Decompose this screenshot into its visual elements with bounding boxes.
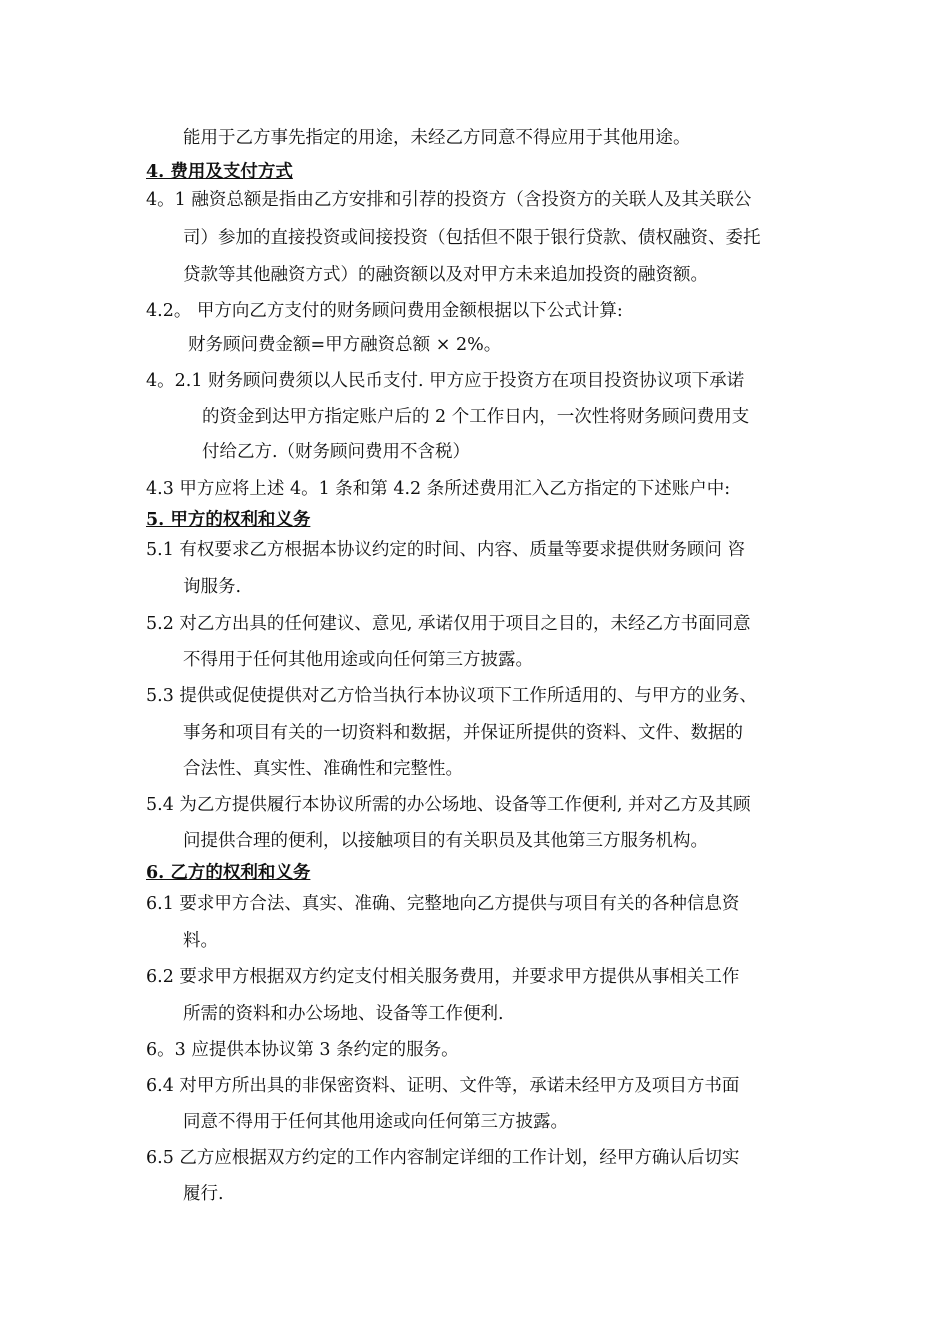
clause-6-1: 6.1 要求甲方合法、真实、准确、完整地向乙方提供与项目有关的各种信息资 (146, 894, 740, 914)
clause-5-1: 5.1 有权要求乙方根据本协议约定的时间、内容、质量等要求提供财务顾问 咨 (146, 540, 745, 560)
clause-6-1-cont: 料。 (183, 931, 218, 951)
clause-6-3: 6。3 应提供本协议第 3 条约定的服务。 (146, 1040, 459, 1060)
clause-5-3: 5.3 提供或促使提供对乙方恰当执行本协议项下工作所适用的、与甲方的业务、 (146, 686, 757, 706)
clause-5-2-cont: 不得用于任何其他用途或向任何第三方披露。 (183, 650, 533, 670)
clause-5-3-cont: 合法性、真实性、准确性和完整性。 (183, 759, 463, 779)
clause-5-4-cont: 问提供合理的便利，以接触项目的有关职员及其他第三方服务机构。 (183, 831, 708, 851)
clause-4-2: 4.2。 甲方向乙方支付的财务顾问费用金额根据以下公式计算: (146, 301, 623, 321)
clause-6-5: 6.5 乙方应根据双方约定的工作内容制定详细的工作计划，经甲方确认后切实 (146, 1148, 740, 1168)
clause-4-1: 4。1 融资总额是指由乙方安排和引荐的投资方（含投资方的关联人及其关联公 (146, 190, 752, 210)
clause-6-2: 6.2 要求甲方根据双方约定支付相关服务费用，并要求甲方提供从事相关工作 (146, 967, 740, 987)
clause-6-4-cont: 同意不得用于任何其他用途或向任何第三方披露。 (183, 1112, 568, 1132)
body-line: 能用于乙方事先指定的用途，未经乙方同意不得应用于其他用途。 (183, 128, 691, 148)
clause-5-1-cont: 询服务. (183, 577, 242, 597)
clause-6-2-cont: 所需的资料和办公场地、设备等工作便利. (183, 1004, 504, 1024)
clause-4-2-1-cont: 付给乙方.（财务顾问费用不含税） (202, 442, 471, 462)
fee-formula: 财务顾问费金额=甲方融资总额 × 2%。 (188, 335, 502, 355)
section-heading-party-b: 6. 乙方的权利和义务 (146, 863, 311, 883)
clause-4-2-1: 4。2.1 财务顾问费须以人民币支付. 甲方应于投资方在项目投资协议项下承诺 (146, 371, 745, 391)
clause-5-2: 5.2 对乙方出具的任何建议、意见, 承诺仅用于项目之目的，未经乙方书面同意 (146, 614, 751, 634)
clause-4-1-cont: 司）参加的直接投资或间接投资（包括但不限于银行贷款、债权融资、委托 (183, 228, 761, 248)
clause-4-1-cont: 贷款等其他融资方式）的融资额以及对甲方未来追加投资的融资额。 (183, 265, 708, 285)
clause-4-2-1-cont: 的资金到达甲方指定账户后的 2 个工作日内，一次性将财务顾问费用支 (202, 407, 750, 427)
clause-5-4: 5.4 为乙方提供履行本协议所需的办公场地、设备等工作便利, 并对乙方及其顾 (146, 795, 751, 815)
section-heading-fees: 4. 费用及支付方式 (146, 162, 293, 182)
clause-6-5-cont: 履行. (183, 1184, 224, 1204)
clause-4-3: 4.3 甲方应将上述 4。1 条和第 4.2 条所述费用汇入乙方指定的下述账户中: (146, 479, 731, 499)
clause-6-4: 6.4 对甲方所出具的非保密资料、证明、文件等，承诺未经甲方及项目方书面 (146, 1076, 740, 1096)
clause-5-3-cont: 事务和项目有关的一切资料和数据，并保证所提供的资料、文件、数据的 (183, 723, 743, 743)
section-heading-party-a: 5. 甲方的权利和义务 (146, 510, 311, 530)
